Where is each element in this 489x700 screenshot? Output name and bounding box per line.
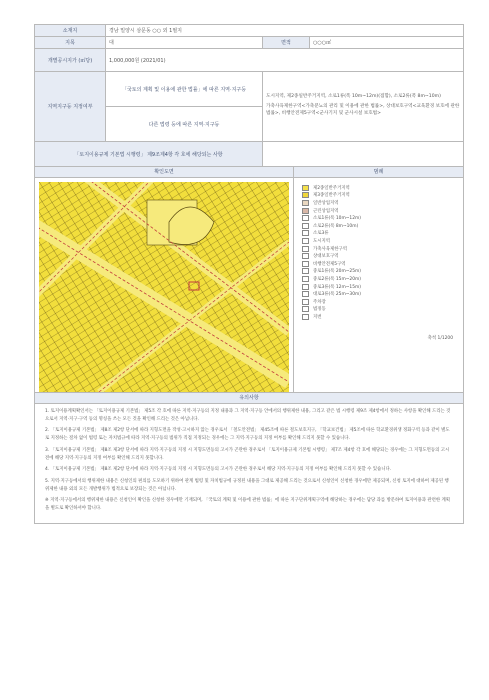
- legend-item: [302, 214, 457, 222]
- notes-body: [35, 404, 463, 523]
- zoning-item-other: 다른 법령 등에 따른 지역·지구등: [106, 107, 263, 142]
- cadastral-map-drawing: [39, 182, 289, 392]
- legend-swatch: [302, 223, 309, 229]
- notes-section: [34, 393, 464, 524]
- note-paragraph: ※ 지역·지구등에서의 행위제한 내용은 신청인이 확인을 신청한 경우에만 기재되며, 「국토의 계획 및 이용에 관한 법률」에 따른 지구단위계획구역에 해당하는 경우에는 담당 과를 방문하여 토지이용과 관련한 계획을 별도로 확인하셔야 합니다.: [45, 498, 451, 512]
- map-legend-section: [34, 167, 464, 393]
- legend-swatch: [302, 238, 309, 244]
- land-price-label: 개별공시지가 (㎡당): [35, 49, 106, 72]
- location-value: 경남 밀양시 삼문동 ○○ 외 1필지: [106, 25, 464, 37]
- legend-item: [302, 252, 457, 260]
- legend-label: 제3종일반주거지역: [313, 193, 350, 199]
- zoning-label: 지역지구등 지정여부: [35, 72, 106, 142]
- land-price-value: 1,000,000원 (2021/01): [106, 49, 464, 72]
- legend-swatch: [302, 268, 309, 274]
- legend-item: [302, 313, 457, 321]
- cadastral-map: [39, 182, 289, 392]
- legend-label: 지번: [313, 314, 322, 320]
- legend-swatch: [302, 299, 309, 305]
- legend-label: 소로2류(폭 8m~10m): [313, 223, 359, 229]
- notes-title: 유의사항: [35, 393, 463, 404]
- legend-item: [302, 275, 457, 283]
- legend-item: [302, 306, 457, 314]
- legend-label: 제2종일반주거지역: [313, 185, 350, 191]
- legend-swatch: [302, 200, 309, 206]
- legend-label: 소로1류(폭 10m~12m): [313, 216, 361, 222]
- legend-swatch: [302, 291, 309, 297]
- legend-label: 일반상업지역: [313, 200, 339, 206]
- legend-label: 도시지역: [313, 238, 330, 244]
- legend-swatch: [302, 284, 309, 290]
- legend-item: [302, 268, 457, 276]
- legend-item: [302, 230, 457, 238]
- map-section-title: 확인도면: [35, 167, 293, 178]
- legend-label: 비행안전제5구역: [313, 261, 346, 267]
- legend-label: 중로1류(폭 20m~25m): [313, 269, 361, 275]
- area-value: ○○○㎡: [310, 37, 464, 49]
- legend-swatch: [302, 261, 309, 267]
- legend-swatch: [302, 208, 309, 214]
- note-paragraph: 3. 「토지이용규제 기본법」 제8조 제3항 단서에 따라 지역·지구등의 지정 시 지형도면등의 고시가 곤란한 경우로서 「토지이용규제 기본법 시행령」 제7조 제4항 각 호에 해당되는 경우에는 그 지형도면등의 고시 전에 해당 지역·지구등의 지정 여부를 확인해 드리지 못합니다.: [45, 447, 450, 461]
- legend-item: [302, 260, 457, 268]
- land-category-label: 지목: [35, 37, 106, 49]
- legend-item: [302, 184, 457, 192]
- map-panel: [35, 167, 294, 392]
- legend-label: 중로2류(폭 15m~20m): [313, 276, 361, 282]
- note-paragraph: 1. 토지이용계획확인서는 「토지이용규제 기본법」 제5조 각 호에 따른 지역·지구등의 지정 내용과 그 지역·지구등 안에서의 행위제한 내용, 그리고 같은 법 시행령 제9조 제4항에서 정하는 사항을 확인해 드리는 것으로서 지역·지구·구역 등의 명칭을 쓰는 모든 것을 확인해 드리는 것은 아닙니다.: [45, 409, 451, 422]
- legend-swatch: [302, 230, 309, 236]
- legend-label: 중로3류(폭 12m~15m): [313, 284, 361, 290]
- legend-item: [302, 298, 457, 306]
- zoning-item-national: 「국토의 계획 및 이용에 관한 법률」에 따른 지역·지구등: [106, 72, 263, 107]
- legend-list: [294, 178, 463, 321]
- document-page: [34, 24, 464, 524]
- legend-label: 가축사육제한구역: [313, 246, 347, 252]
- extra-matters-label: 「토지이용규제 기본법 시행령」 제9조제4항 각 호에 해당되는 사항: [35, 142, 263, 167]
- legend-swatch: [302, 185, 309, 191]
- legend-panel: [294, 167, 463, 392]
- legend-swatch: [302, 253, 309, 259]
- legend-item: [302, 207, 457, 215]
- legend-swatch: [302, 192, 309, 198]
- note-paragraph: 2. 「토지이용규제 기본법」 제8조 제2항 단서에 따라 지형도면을 작성·고시하지 않는 경우로서 「철도안전법」 제45조에 따른 철도보호지구, 「학교보건법」 제5조에 따른 학교환경위생 정화구역 등과 같이 별도로 지정하는 절차 없이 법령 또는 자치법규에 따라 지역·지구등의 범위가 직접 지정되는 경우에는 그 지역·지구등의 지정 여부를 확인해 드리지 못할 수 있습니다.: [45, 428, 450, 442]
- legend-label: 대로3류(폭 25m~30m): [313, 292, 361, 298]
- legend-item: [302, 199, 457, 207]
- legend-item: [302, 283, 457, 291]
- legend-item: [302, 237, 457, 245]
- legend-title: 범례: [294, 167, 463, 178]
- note-paragraph: 5. 지역·지구등에서의 행위제한 내용은 신청인의 편의를 도모하기 위하여 관계 법령 및 자치법규에 규정된 내용을 그대로 제공해 드리는 것으로서 신청인이 신청한 경우에만 제공되며, 신청 토지에 대하여 제공된 행위제한 내용 외의 모든 개발행위가 법적으로 보장되는 것은 아닙니다.: [45, 478, 449, 492]
- legend-item: [302, 222, 457, 230]
- legend-label: 주차장: [313, 299, 326, 305]
- legend-swatch: [302, 276, 309, 282]
- legend-item: [302, 245, 457, 253]
- legend-label: 소로3류: [313, 231, 329, 237]
- note-paragraph: 4. 「토지이용규제 기본법」 제8조 제2항 단서에 따라 지역·지구등의 지정 시 지형도면등의 고시가 곤란한 경우로서 해당 지역·지구등의 지정 여부를 확인해 드리지 못할 수 있습니다.: [45, 467, 392, 473]
- legend-label: 법정동: [313, 307, 326, 313]
- area-label: 면적: [263, 37, 310, 49]
- legend-swatch: [302, 246, 309, 252]
- map-scale: 축척 1/1200: [427, 335, 453, 341]
- legend-item: [302, 192, 457, 200]
- legend-swatch: [302, 215, 309, 221]
- legend-swatch: [302, 314, 309, 320]
- zoning-value-other: 가축사육제한구역<가축분뇨의 관리 및 이용에 관한 법률>, 상대보호구역<교육환경 보호에 관한 법률>, 비행안전제5구역<군사기지 및 군사시설 보호법>: [266, 103, 460, 117]
- legend-item: [302, 290, 457, 298]
- legend-swatch: [302, 306, 309, 312]
- legend-label: 근린상업지역: [313, 208, 339, 214]
- location-label: 소재지: [35, 25, 106, 37]
- land-category-value: 대: [106, 37, 263, 49]
- land-info-table: [34, 24, 464, 167]
- zoning-value-national: 도시지역, 제2종일반주거지역, 소로1류(폭 10m~12m)(접함), 소로2류(폭 8m~10m): [266, 93, 441, 99]
- legend-label: 상대보호구역: [313, 254, 339, 260]
